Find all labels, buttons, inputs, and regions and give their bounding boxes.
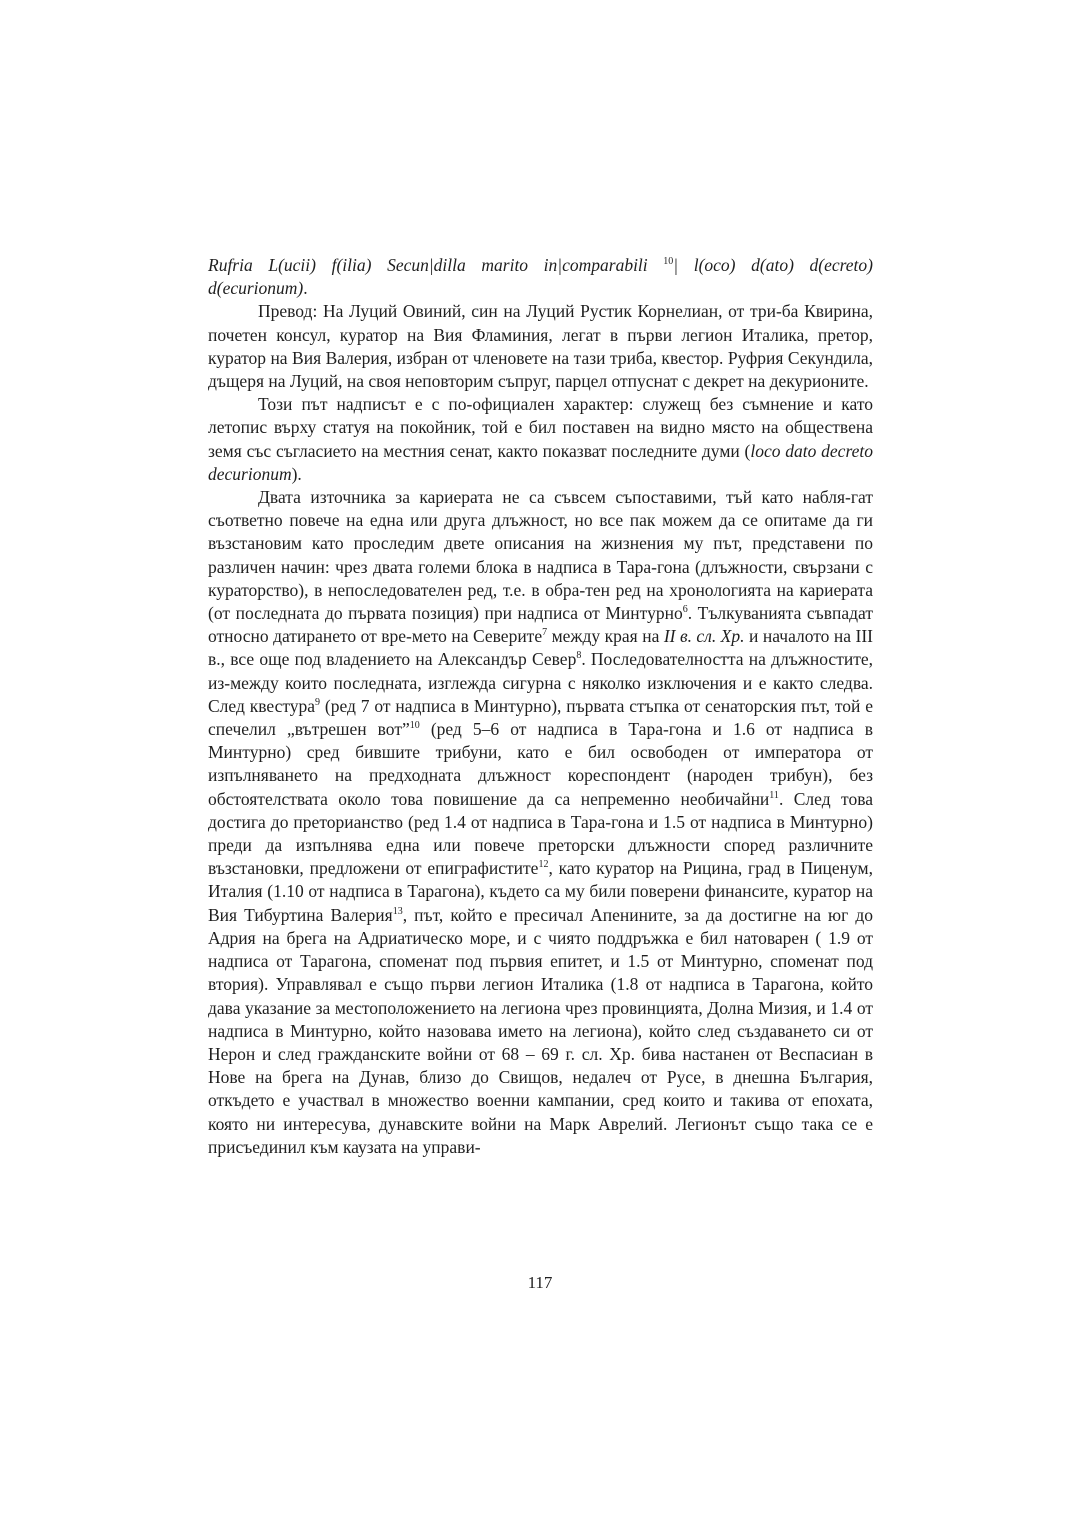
footnote-ref-13[interactable]: 13: [392, 905, 403, 917]
italic-date: II в. сл. Хр.: [663, 626, 745, 647]
footnote-ref-12[interactable]: 12: [538, 859, 549, 871]
latin-phrase: loco dato decreto decurionum: [208, 440, 873, 484]
text-run: . Тълкуванията съвпадат относно датирането от вре-мето на Северите: [208, 603, 873, 647]
footnote-ref-8[interactable]: 8: [576, 650, 582, 662]
text-run: , като куратор на Рицина, град в Пиценум, Италия (1.10 от надписа в Тарагона), където са му били поверени финансите, куратор на Вия Тибуртина Валерия: [208, 858, 873, 925]
text-run: ).: [291, 463, 302, 484]
text-run: , път, който е пресичал Апенините, за да достигне на юг до Адрия на брега на Адриатическо море, и с чиято поддръжка е бил натоварен ( 1.9 от надписа от Тарагона, споменат под първия епитет, и 1.5 от Минтурно, споменат под втория). Управлявал е също първи легион Италика (1.8 от надписа в Тарагона, който дава указание за местоположението на легиона чрез провинцията, Долна Мизия, и 1.4 от надписа в Минтурно, който назовава името на легиона), който след създаването си от Нерон и след гражданските войни от 68 – 69 г. сл. Хр. бива настанен от Веспасиан в Нове на брега на Дунав, близо до Свищов, недалеч от Русе, в днешна България, откъдето е участвал в множество военни кампании, сред които и такива от епохата, която ни интересува, дунавските войни на Марк Аврелий. Легионът също така се е присъединил към каузата на управи-: [208, 904, 873, 1157]
text-run: . След това достига до преторианство (ред 1.4 от надписа в Тара-гона и 1.5 от надписа в Минтурно) преди да изпълнява една или повече преторски длъжности според различните възстановки, предложени от епиграфистите: [208, 788, 873, 879]
footnote-ref-10[interactable]: 10: [663, 256, 674, 267]
text-run: (ред 7 от надписа в Минтурно), първата стъпка от сенаторския път, той е спечелил „вътрешен вот”: [208, 695, 873, 740]
page-body: [208, 254, 873, 1159]
translation-paragraph: Превод: На Луций Овиний, син на Луций Рустик Корнелиан, от три-ба Квирина, почетен консул, куратор на Вия Фламиния, легат в първи легион Италика, претор, куратор на Вия Валерия, избран от членовете на тази триба, квестор. Руфрия Секундила, дъщеря на Луций, на своя неповторим съпруг, парцел отпуснат с декрет на декурионите.: [208, 301, 873, 392]
inscription-latin-end: | l(oco) d(ato) d(ecreto) d(ecurionum): [208, 255, 873, 299]
inscription-text: [208, 254, 873, 300]
text-run: (ред 5–6 от надписа в Тара-гона и 1.6 от надписа в Минтурно) сред бившите трибуни, като е бил освободен от императора от изпълняването на предходната длъжност кореспондент (народен трибун), без обстоятелствата около това повишение да са непременно необичайни: [208, 719, 873, 809]
text-run: и началото на III в., все още под владението на Александър Север: [208, 626, 873, 670]
text-run: Двата източника за кариерата не са съвсем съпоставими, тъй като набля-гат съответно повече на една или друга длъжност, но все пак можем да се опитаме да ги възстановим като проследим двете описания на жизнения му път, представени по различен начин: чрез двата големи блока в надписа в Тара-гона (длъжности, свързани с кураторство), в непоследователен ред, т.е. в обра-тен ред на хронологията на кариерата (от последната до първата позиция) при надписа от Минтурно: [208, 487, 873, 624]
inscription-latin: Rufria L(ucii) f(ilia) Secun|dilla marito in|comparabili: [208, 255, 664, 275]
footnote-ref-7[interactable]: 7: [542, 627, 548, 639]
text-run: между края на: [547, 626, 664, 647]
footnote-ref-6[interactable]: 6: [682, 604, 688, 616]
inscription-period: .: [303, 278, 308, 299]
text-run: . Последователността на длъжностите, из-между които последната, изглежда сигурна с няколко изключения и е както следва. След квестура: [208, 649, 873, 716]
footnote-ref-9[interactable]: 9: [315, 696, 321, 708]
paragraph-official-character: [208, 393, 873, 486]
page-number: 117: [527, 1273, 553, 1292]
footnote-ref-11[interactable]: 11: [769, 789, 779, 801]
paragraph-career: [208, 486, 873, 1159]
footnote-ref-10[interactable]: 10: [409, 720, 420, 732]
text-run: Този път надписът е с по-официален характер: служещ без съмнение и като летопис върху статуя на покойник, той е бил поставен на видно място на обществена земя със съгласието на местния сенат, както показват последните думи (: [208, 394, 873, 461]
